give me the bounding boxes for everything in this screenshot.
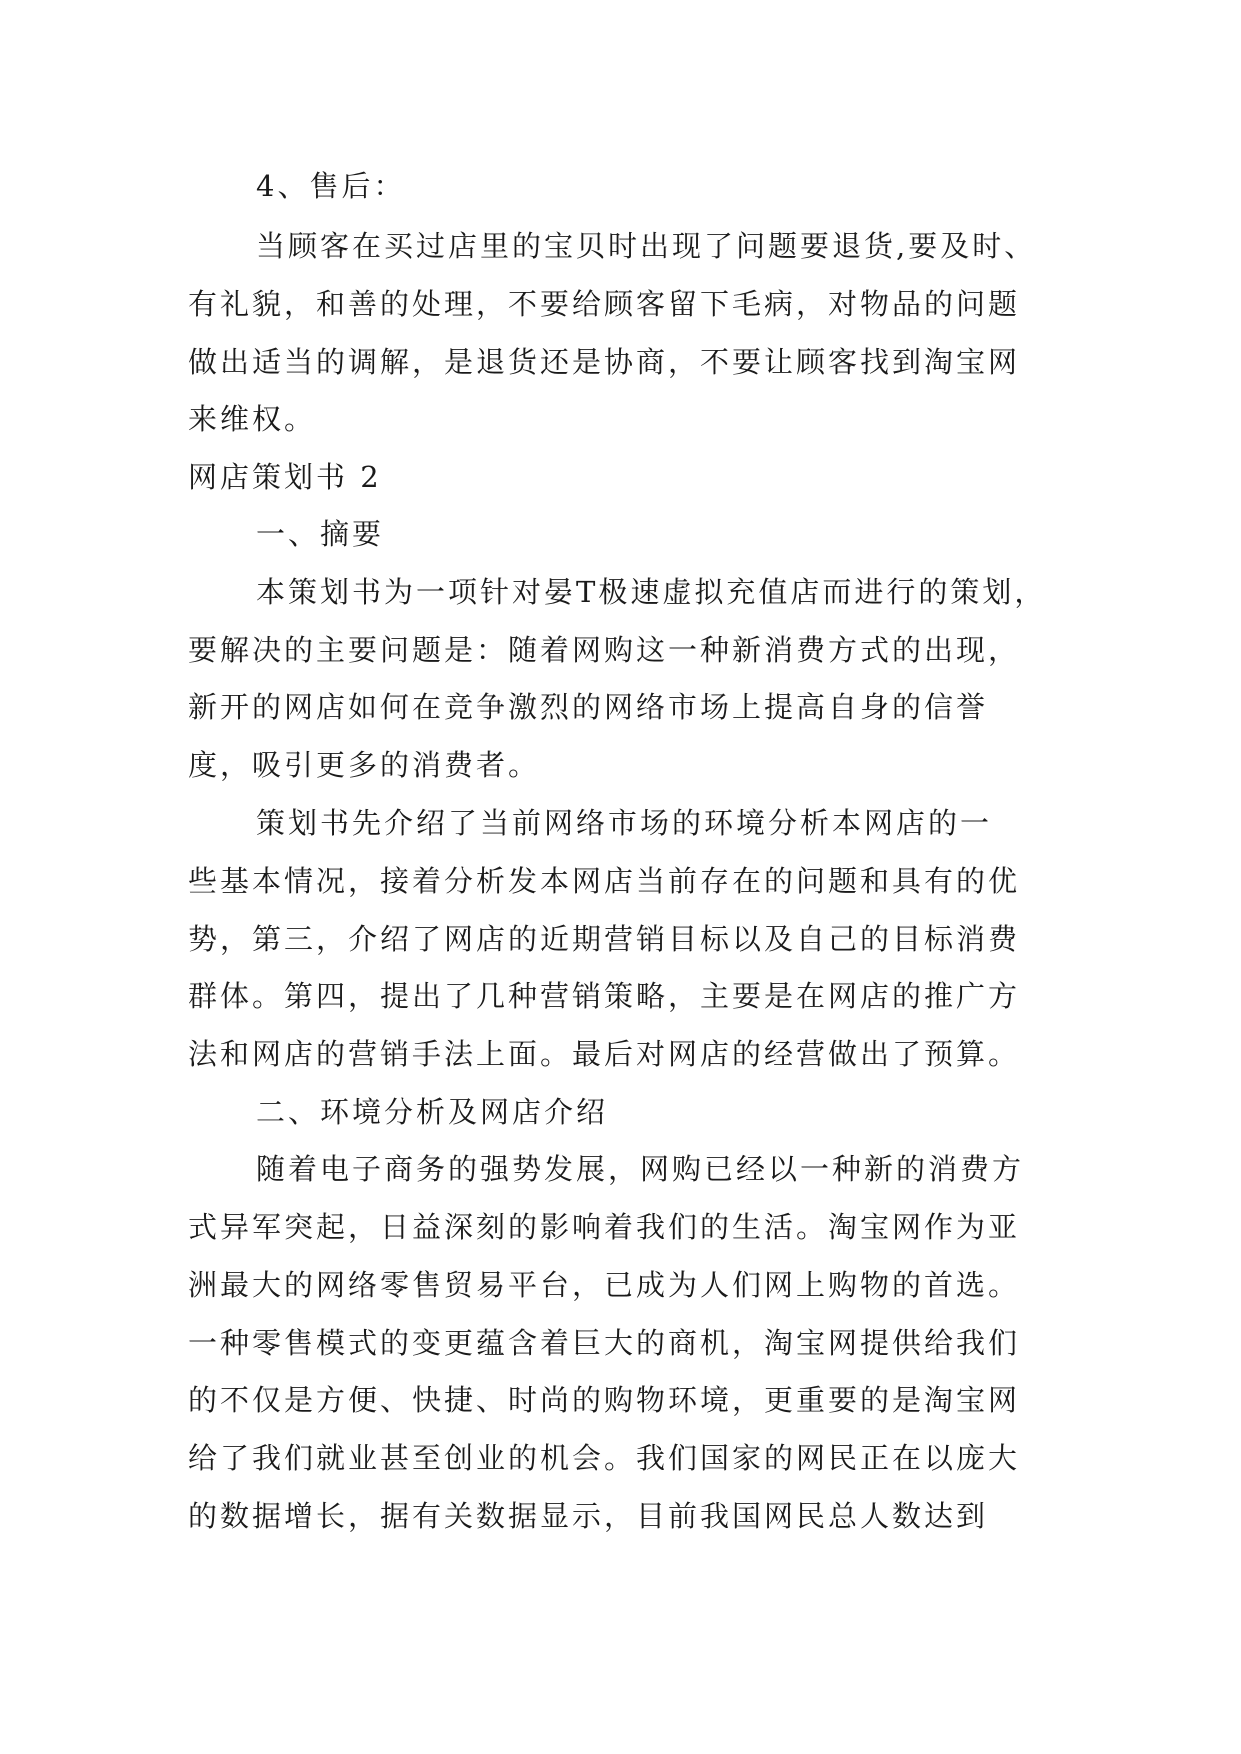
paragraph-line: 来维权。: [188, 402, 317, 436]
aftersales-heading: 4、售后：: [256, 169, 406, 203]
paragraph-line: 的不仅是方便、快捷、时尚的购物环境，更重要的是淘宝网: [188, 1383, 1021, 1417]
paragraph-line: 些基本情况，接着分析发本网店当前存在的问题和具有的优: [188, 864, 1021, 898]
summary-heading: 一、摘要: [256, 517, 385, 551]
paragraph-line: 势，第三，介绍了网店的近期营销目标以及自己的目标消费: [188, 922, 1021, 956]
paragraph-line: 随着电子商务的强势发展，网购已经以一种新的消费方: [256, 1152, 1025, 1186]
paragraph-line: 洲最大的网络零售贸易平台，已成为人们网上购物的首选。: [188, 1268, 1021, 1302]
paragraph-line: 本策划书为一项针对晏T极速虚拟充值店而进行的策划，: [256, 575, 1047, 609]
paragraph-line: 新开的网店如何在竞争激烈的网络市场上提高自身的信誉: [188, 690, 989, 724]
paragraph-line: 法和网店的营销手法上面。最后对网店的经营做出了预算。: [188, 1037, 1021, 1071]
paragraph-line: 策划书先介绍了当前网络市场的环境分析本网店的一: [256, 806, 993, 840]
paragraph-line: 给了我们就业甚至创业的机会。我们国家的网民正在以庞大: [188, 1441, 1021, 1475]
paragraph-line: 一种零售模式的变更蕴含着巨大的商机，淘宝网提供给我们: [188, 1326, 1021, 1360]
paragraph-line: 度，吸引更多的消费者。: [188, 748, 541, 782]
section-title: 网店策划书 2: [188, 460, 382, 494]
paragraph-line: 有礼貌，和善的处理，不要给顾客留下毛病，对物品的问题: [188, 287, 1021, 321]
paragraph-line: 做出适当的调解，是退货还是协商，不要让顾客找到淘宝网: [188, 345, 1021, 379]
paragraph-line: 要解决的主要问题是：随着网购这一种新消费方式的出现，: [188, 633, 1021, 667]
paragraph-line: 当顾客在买过店里的宝贝时出现了问题要退货,要及时、: [256, 229, 1037, 263]
paragraph-line: 的数据增长，据有关数据显示，目前我国网民总人数达到: [188, 1499, 989, 1533]
paragraph-line: 式异军突起，日益深刻的影响着我们的生活。淘宝网作为亚: [188, 1210, 1021, 1244]
paragraph-line: 群体。第四，提出了几种营销策略，主要是在网店的推广方: [188, 979, 1021, 1013]
environment-heading: 二、环境分析及网店介绍: [256, 1095, 609, 1129]
